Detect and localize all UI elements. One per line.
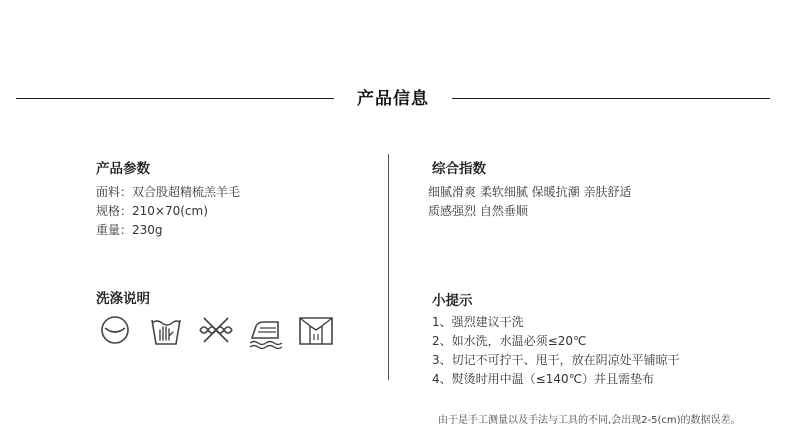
washing-heading: 洗涤说明 xyxy=(96,291,150,307)
tip-item: 3、切记不可拧干、甩干，放在阴凉处平铺晾干 xyxy=(432,353,680,367)
overall-index-list xyxy=(428,183,631,221)
title-divider-left xyxy=(16,98,334,99)
column-divider xyxy=(388,154,389,380)
iron-icon xyxy=(246,310,286,350)
tip-item: 2、如水洗，水温必须≤20℃ xyxy=(432,334,587,348)
hang-dry-icon xyxy=(296,310,336,350)
overall-index-heading: 综合指数 xyxy=(432,161,486,177)
product-param-size: 规格：210×70(cm) xyxy=(96,204,208,218)
measurement-footnote: 由于是手工测量以及手法与工具的不同,会出现2-5(cm)的数据误差。 xyxy=(438,415,741,426)
tips-heading: 小提示 xyxy=(432,293,473,309)
overall-index-line: 质感强烈 自然垂顺 xyxy=(428,204,528,218)
no-wring-icon xyxy=(196,310,236,350)
product-params-heading: 产品参数 xyxy=(96,161,150,177)
section-title-row xyxy=(0,80,790,110)
overall-index-line: 细腻滑爽 柔软细腻 保暖抗潮 亲肤舒适 xyxy=(428,185,632,199)
dry-clean-icon xyxy=(96,310,136,350)
tips-list xyxy=(432,313,680,389)
product-param-fabric: 面料：双合股超精梳羔羊毛 xyxy=(96,185,241,199)
tip-item: 4、熨烫时用中温（≤140℃）并且需垫布 xyxy=(432,372,655,386)
washing-icons xyxy=(96,310,346,350)
product-params-list xyxy=(96,183,240,240)
page-title: 产品信息 xyxy=(357,89,429,109)
title-divider-right xyxy=(452,98,770,99)
product-param-weight: 重量：230g xyxy=(96,223,163,237)
tip-item: 1、强烈建议干洗 xyxy=(432,315,524,329)
hand-wash-icon xyxy=(146,310,186,350)
